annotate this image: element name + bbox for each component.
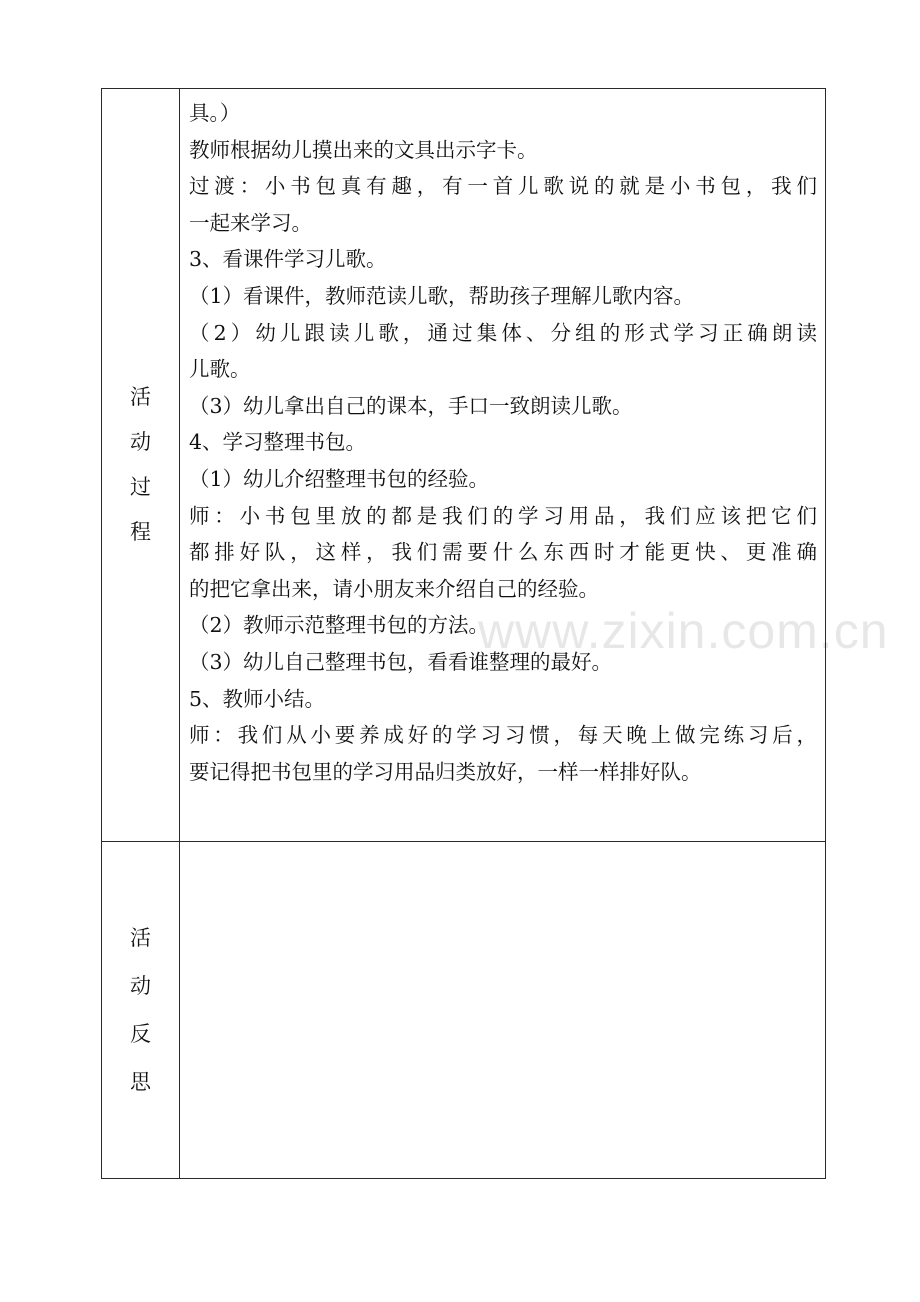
label-char: 动 <box>130 974 151 998</box>
text-line: 师：我们从小要养成好的学习习惯，每天晚上做完练习后， <box>189 723 817 748</box>
text-line: 一起来学习。 <box>189 210 312 235</box>
activity-process-content-cell <box>180 89 826 842</box>
text-line: （2）幼儿跟读儿歌，通过集体、分组的形式学习正确朗读 <box>189 320 817 345</box>
text-line: 的把它拿出来，请小朋友来介绍自己的经验。 <box>189 576 599 601</box>
text-line: 要记得把书包里的学习用品归类放好，一样一样排好队。 <box>189 759 702 784</box>
text-line: （3）幼儿自己整理书包，看看谁整理的最好。 <box>189 649 613 674</box>
watermark: www.zixin.com.cn <box>478 603 889 659</box>
activity-reflection-content-cell <box>180 842 826 1179</box>
label-char: 思 <box>130 1070 151 1094</box>
text-line: 儿歌。 <box>189 357 251 382</box>
text-line: 4、学习整理书包。 <box>189 430 367 455</box>
text-line: （2）教师示范整理书包的方法。 <box>189 613 490 638</box>
text-line: 都排好队，这样，我们需要什么东西时才能更快、更准确 <box>189 540 817 565</box>
activity-process-text <box>189 89 817 790</box>
text-line: 5、教师小结。 <box>189 686 326 711</box>
text-line: 3、看课件学习儿歌。 <box>189 247 387 272</box>
label-char: 活 <box>130 385 151 409</box>
activity-reflection-row <box>102 842 826 1179</box>
label-char: 过 <box>130 475 151 499</box>
label-char: 程 <box>130 520 151 544</box>
label-char: 活 <box>130 926 151 950</box>
text-line: 过渡：小书包真有趣，有一首儿歌说的就是小书包，我们 <box>189 174 817 199</box>
text-line: （1）看课件，教师范读儿歌，帮助孩子理解儿歌内容。 <box>189 283 695 308</box>
label-char: 反 <box>130 1022 151 1046</box>
activity-process-label-cell <box>102 89 180 842</box>
activity-process-label <box>102 375 179 555</box>
activity-process-row <box>102 89 826 842</box>
text-line: 教师根据幼儿摸出来的文具出示字卡。 <box>189 137 538 162</box>
activity-reflection-label-cell <box>102 842 180 1179</box>
activity-reflection-label <box>102 914 179 1106</box>
text-line: 师：小书包里放的都是我们的学习用品，我们应该把它们 <box>189 503 817 528</box>
text-line: （3）幼儿拿出自己的课本，手口一致朗读儿歌。 <box>189 393 633 418</box>
label-char: 动 <box>130 430 151 454</box>
lesson-plan-table <box>101 88 826 1179</box>
text-line: 具。） <box>189 101 241 125</box>
text-line: （1）幼儿介绍整理书包的经验。 <box>189 466 490 491</box>
